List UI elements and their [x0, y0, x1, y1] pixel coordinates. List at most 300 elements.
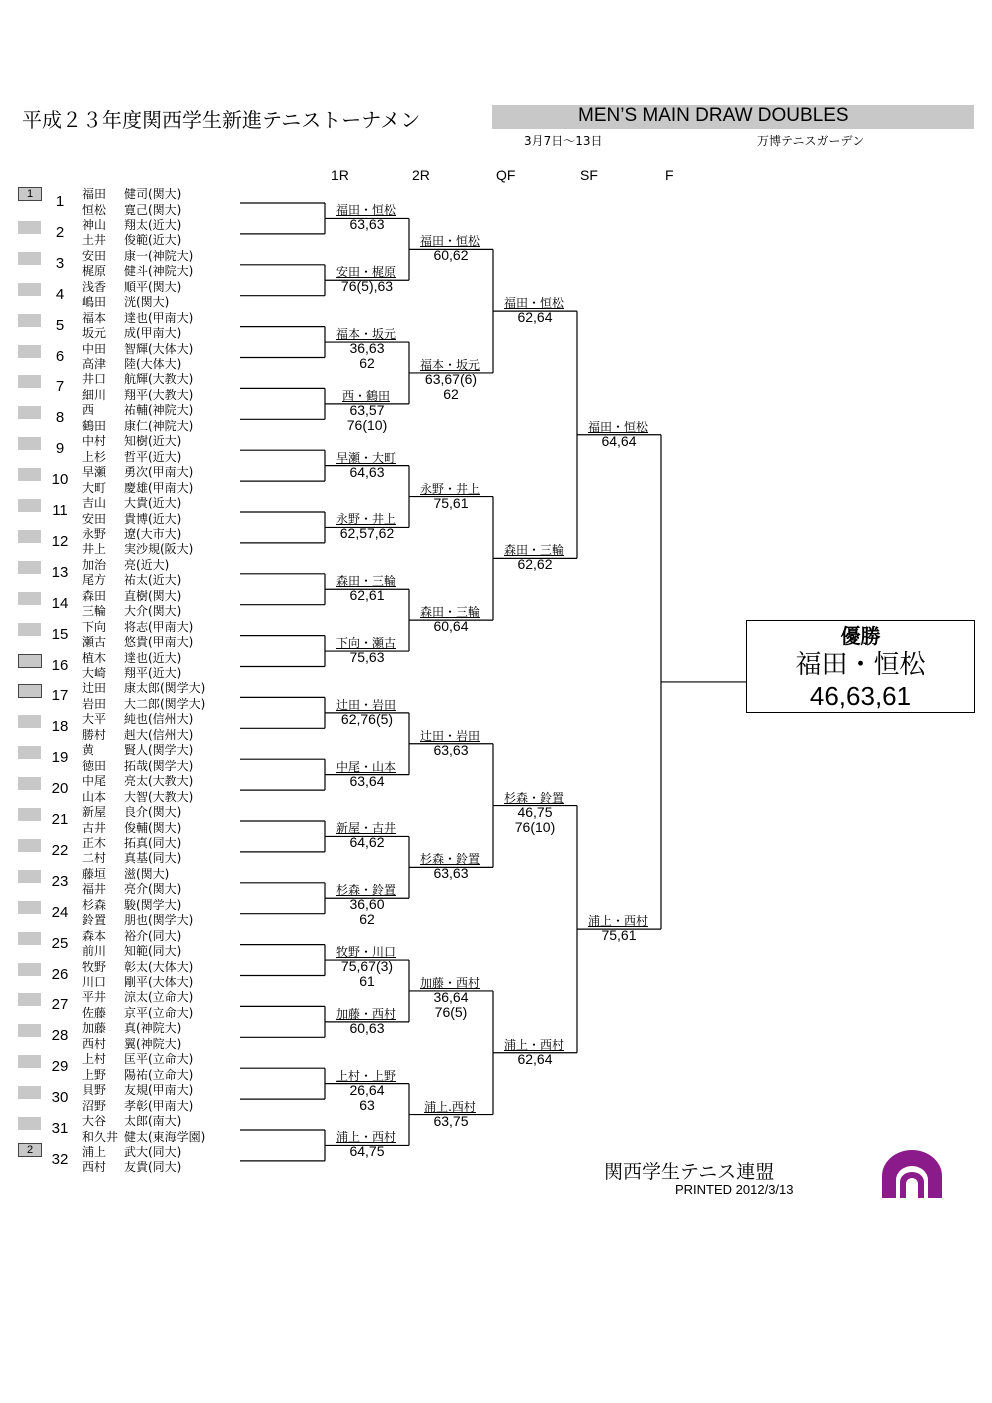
player-surname: 山本: [82, 789, 107, 804]
match-score: 63,57: [349, 401, 385, 418]
match-score: 62,76(5): [340, 710, 394, 727]
player-name: [82, 434, 181, 448]
player-name: [82, 187, 181, 201]
player-name: [82, 589, 181, 603]
match-winner: 福田・恒松: [419, 234, 480, 249]
seed-box: [18, 592, 41, 605]
player-given-school: 祐輔(神院大): [124, 403, 194, 418]
match-winner: 森田・三輪: [335, 574, 396, 589]
player-name: [82, 836, 181, 850]
player-given-school: 亮(近大): [124, 557, 170, 572]
player-given-school: 健司(関大): [124, 187, 182, 201]
player-name: [82, 1160, 181, 1174]
player-surname: 西村: [82, 1160, 107, 1175]
player-given-school: 悠貴(甲南大): [124, 635, 194, 650]
pair-number: 13: [51, 563, 69, 581]
player-surname: 平井: [82, 990, 107, 1005]
match-score: 75,63: [349, 649, 385, 666]
player-given-school: 陸(大体大): [124, 357, 182, 371]
player-surname: 大谷: [82, 1114, 107, 1128]
round-label-qf: QF: [496, 167, 516, 183]
player-given-school: 康一(神院大): [124, 248, 194, 263]
seed-box: [18, 808, 41, 821]
seed-box: [18, 561, 41, 574]
player-surname: 神山: [82, 217, 107, 232]
player-given-school: 大介(関大): [124, 604, 182, 619]
player-name: [82, 527, 181, 541]
match-winner: 上村・上野: [335, 1068, 396, 1083]
match-winner: 森田・三輪: [419, 605, 480, 620]
player-name: [82, 620, 193, 634]
seed-box: [18, 406, 41, 419]
player-surname: 新屋: [82, 805, 107, 819]
player-surname: 加藤: [82, 1021, 107, 1036]
player-name: [82, 882, 181, 896]
seed-box: [18, 437, 41, 450]
player-surname: 佐藤: [82, 1005, 107, 1020]
player-given-school: 航輝(大教大): [124, 372, 194, 387]
round-label-2r: 2R: [412, 167, 430, 183]
player-surname: 植木: [82, 650, 107, 665]
player-surname: 尾方: [82, 573, 107, 588]
player-surname: 土井: [82, 233, 107, 248]
seed-box: [18, 1055, 41, 1068]
player-surname: 和久井: [82, 1129, 119, 1144]
pair-number: 21: [51, 811, 69, 828]
match-score: 64,62: [349, 834, 385, 851]
pair-number: 6: [55, 347, 65, 365]
match-winner: 福本・坂元: [419, 357, 480, 372]
player-given-school: 直樹(関大): [124, 588, 182, 603]
player-surname: 牧野: [82, 959, 107, 974]
player-name: [82, 790, 193, 804]
pair-number: 19: [51, 749, 69, 767]
tournament-venue: 万博テニスガーデン: [757, 134, 865, 148]
pair-number: 32: [51, 1150, 69, 1168]
player-given-school: 実沙規(阪大): [124, 542, 194, 557]
player-surname: 西村: [82, 1036, 107, 1051]
pair-number: 12: [51, 532, 69, 550]
player-given-school: 康仁(神院大): [124, 418, 194, 433]
player-name: [82, 898, 181, 912]
pair-number: 16: [51, 656, 69, 674]
match-score: 75,61: [601, 927, 637, 944]
player-name: [82, 805, 181, 819]
player-surname: 坂元: [82, 326, 107, 341]
player-surname: 勝村: [82, 727, 107, 742]
match-winner: 安田・梶原: [335, 265, 396, 280]
match-score: 63,63: [433, 865, 469, 882]
match-score: 64,75: [349, 1143, 385, 1160]
player-surname: 大崎: [82, 666, 107, 680]
seed-box: [18, 1024, 41, 1037]
player-given-school: 京平(立命大): [124, 1005, 194, 1020]
match-winner: 中尾・山本: [335, 759, 396, 774]
player-name: [82, 342, 193, 356]
match-score: 36,60: [349, 896, 385, 913]
player-given-school: 康太郎(関学大): [124, 681, 206, 696]
player-surname: 嶋田: [82, 295, 107, 310]
player-name: [82, 542, 193, 556]
pair-number: 25: [51, 934, 69, 952]
player-given-school: 大智(大教大): [124, 789, 194, 804]
match-score: 36,64: [433, 988, 469, 1005]
player-surname: 細川: [82, 387, 107, 402]
match-score: 63,63: [349, 216, 385, 233]
match-score: 26,64: [349, 1081, 385, 1098]
player-surname: 大町: [82, 480, 107, 495]
player-given-school: 俊輔(関大): [124, 820, 182, 835]
player-name: [82, 357, 181, 371]
seed-box: [18, 715, 41, 728]
pair-number: 27: [51, 996, 69, 1014]
seed-box: 2: [18, 1143, 42, 1157]
match-winner: 加藤・西村: [419, 975, 480, 990]
round-label-1r: 1R: [331, 167, 349, 183]
pair-number: 22: [51, 841, 69, 859]
player-name: [82, 326, 181, 340]
player-given-school: 朋也(関学大): [124, 913, 194, 928]
pair-number: 23: [51, 872, 69, 890]
player-surname: 吉山: [82, 496, 107, 510]
match-score: 76(10): [346, 416, 388, 433]
pair-number: 5: [55, 316, 65, 334]
player-given-school: 智輝(大体大): [124, 341, 194, 356]
player-given-school: 真(神院大): [124, 1021, 182, 1036]
match-score: 62,61: [349, 587, 385, 604]
match-score: 62: [443, 385, 459, 402]
player-given-school: 亮太(大教大): [124, 774, 194, 789]
tournament-dates: 3月7日〜13日: [524, 134, 603, 148]
seed-box: [18, 345, 41, 358]
match-winner: 福田・恒松: [335, 203, 396, 218]
player-surname: 森本: [82, 928, 107, 943]
player-surname: 上野: [82, 1067, 107, 1082]
seed-box: [18, 870, 41, 883]
player-given-school: 滋(関大): [124, 866, 170, 881]
player-surname: 福本: [82, 310, 107, 325]
player-name: [82, 465, 193, 479]
player-given-school: 彰太(大体大): [124, 959, 194, 974]
seed-box: [18, 932, 41, 945]
match-winner: 浦上・西村: [587, 914, 648, 929]
player-given-school: 大二郎(関学大): [124, 696, 206, 711]
player-surname: 中田: [82, 341, 107, 356]
seed-box: [18, 530, 41, 543]
player-name: [82, 604, 181, 618]
player-name: [82, 403, 193, 417]
player-surname: 徳田: [82, 758, 107, 773]
player-name: [82, 712, 193, 726]
pair-number: 8: [55, 409, 65, 427]
player-given-school: 哲平(近大): [124, 449, 182, 464]
federation-logo-icon: [880, 1148, 944, 1200]
player-name: [82, 759, 193, 773]
match-score: 62,64: [517, 309, 553, 326]
pair-number: 9: [55, 440, 65, 458]
pair-number: 15: [51, 625, 69, 643]
match-winner: 下向・瀬古: [335, 636, 396, 651]
match-winner: 福田・恒松: [503, 296, 564, 311]
player-surname: 黄: [82, 743, 95, 758]
player-name: [82, 558, 169, 572]
match-score: 76(5): [434, 1003, 468, 1020]
player-given-school: 亮介(関大): [124, 882, 182, 897]
player-surname: 恒松: [82, 202, 107, 217]
player-name: [82, 913, 193, 927]
match-winner: 浦上.西村: [424, 1099, 476, 1114]
player-given-school: 勇次(甲南大): [124, 465, 194, 480]
match-winner: 牧野・川口: [335, 945, 396, 960]
player-surname: 鈴置: [82, 913, 107, 928]
match-winner: 永野・井上: [419, 481, 480, 496]
player-name: [82, 233, 181, 247]
pair-number: 18: [51, 718, 69, 736]
seed-box: [18, 1086, 41, 1099]
match-score: 60,64: [433, 618, 469, 635]
match-winner: 杉森・鈴置: [335, 883, 396, 898]
player-surname: 安田: [82, 248, 107, 263]
match-winner: 杉森・鈴置: [503, 790, 564, 805]
player-given-school: 祐太(近大): [124, 573, 182, 588]
match-score: 75,61: [433, 494, 469, 511]
player-given-school: 健斗(神院大): [124, 264, 194, 279]
player-surname: 二村: [82, 851, 107, 866]
player-name: [82, 666, 181, 680]
match-winner: 辻田・岩田: [335, 697, 396, 712]
player-surname: 西: [82, 403, 95, 418]
player-given-school: 将志(甲南大): [124, 619, 194, 634]
seed-box: 1: [18, 187, 42, 201]
round-label-sf: SF: [580, 167, 598, 183]
match-winner: 杉森・鈴置: [419, 852, 480, 867]
player-surname: 福田: [82, 187, 107, 201]
player-given-school: 寛己(関大): [124, 202, 182, 217]
player-surname: 大平: [82, 712, 107, 727]
player-surname: 高津: [82, 357, 107, 371]
player-given-school: 遼(大市大): [124, 526, 182, 541]
player-given-school: 武大(同大): [124, 1144, 182, 1159]
player-name: [82, 512, 181, 526]
match-score: 75,67(3): [340, 958, 394, 975]
player-name: [82, 1021, 181, 1035]
player-surname: 辻田: [82, 681, 107, 696]
seed-box: [18, 963, 41, 976]
pair-number: 3: [55, 254, 65, 272]
match-score: 61: [359, 973, 375, 990]
pair-number: 4: [55, 285, 65, 303]
seed-box: [18, 746, 41, 759]
player-name: [82, 960, 193, 974]
player-name: [82, 1114, 181, 1128]
match-score: 63,64: [349, 772, 385, 789]
player-name: [82, 990, 193, 1004]
player-name: [82, 681, 205, 695]
player-surname: 下向: [82, 619, 107, 634]
player-given-school: 達也(甲南大): [124, 310, 194, 325]
match-winner: 福本・坂元: [335, 327, 396, 342]
player-surname: 川口: [82, 975, 107, 989]
player-name: [82, 867, 169, 881]
player-name: [82, 280, 181, 294]
player-surname: 中村: [82, 434, 107, 449]
seed-box: [18, 839, 41, 852]
player-name: [82, 1130, 205, 1144]
seed-box: [18, 654, 42, 668]
champion-names: 福田・恒松: [795, 650, 926, 680]
player-surname: 永野: [82, 526, 107, 541]
match-score: 62,57,62: [339, 525, 395, 542]
pair-number: 10: [51, 471, 69, 489]
match-winner: 森田・三輪: [503, 543, 564, 558]
player-given-school: 陽祐(立命大): [124, 1067, 194, 1082]
player-surname: 上杉: [82, 449, 107, 464]
player-name: [82, 1037, 181, 1051]
player-name: [82, 218, 181, 232]
player-name: [82, 975, 193, 989]
match-score: 63,75: [433, 1112, 469, 1129]
player-surname: 加治: [82, 557, 107, 572]
player-given-school: 洸(関大): [124, 295, 170, 310]
match-score: 63,63: [433, 741, 469, 758]
seed-box: [18, 1117, 41, 1130]
player-surname: 鶴田: [82, 418, 107, 433]
match-winner: 福田・恒松: [587, 419, 648, 434]
player-given-school: 俊範(近大): [124, 233, 182, 248]
player-given-school: 順平(関大): [124, 279, 182, 294]
player-surname: 正木: [82, 835, 107, 850]
player-name: [82, 1145, 181, 1159]
player-given-school: 賢人(関学大): [124, 743, 194, 758]
player-surname: 井上: [82, 542, 107, 557]
player-name: [82, 203, 181, 217]
pair-number: 14: [51, 594, 69, 612]
match-winner: 永野・井上: [335, 512, 396, 527]
match-score: 60,63: [349, 1019, 385, 1036]
player-surname: 上村: [82, 1052, 107, 1067]
pair-number: 29: [51, 1058, 69, 1076]
player-surname: 早瀬: [82, 465, 107, 480]
seed-box: [18, 468, 41, 481]
pair-number: 11: [52, 502, 68, 519]
player-given-school: 翔平(大教大): [124, 387, 194, 402]
match-winner: 浦上・西村: [335, 1130, 396, 1145]
player-name: [82, 944, 181, 958]
match-winner: 加藤・西村: [335, 1006, 396, 1021]
match-score: 64,63: [349, 463, 385, 480]
match-score: 62: [359, 911, 375, 928]
player-surname: 安田: [82, 511, 107, 526]
player-given-school: 知範(同大): [124, 944, 182, 959]
seed-box: [18, 901, 41, 914]
printed-date: PRINTED 2012/3/13: [675, 1182, 794, 1197]
player-given-school: 友貴(同大): [124, 1160, 182, 1175]
player-name: [82, 388, 193, 402]
player-name: [82, 1006, 193, 1020]
champion-label: 優勝: [840, 624, 881, 648]
player-surname: 福井: [82, 882, 107, 897]
seed-box: [18, 375, 41, 388]
player-name: [82, 821, 181, 835]
player-given-school: 拓真(同大): [124, 835, 182, 850]
player-surname: 古井: [82, 820, 107, 835]
seed-box: [18, 221, 41, 234]
champion-box: [746, 620, 975, 713]
player-surname: 三輪: [82, 604, 107, 619]
player-surname: 中尾: [82, 774, 107, 789]
pair-number: 20: [51, 780, 69, 798]
player-given-school: 純也(信州大): [124, 712, 194, 727]
player-surname: 藤垣: [82, 866, 107, 881]
match-winner: 辻田・岩田: [419, 728, 480, 743]
match-score: 62,64: [517, 1050, 553, 1067]
player-surname: 杉森: [82, 897, 107, 912]
player-name: [82, 651, 181, 665]
player-name: [82, 311, 193, 325]
match-score: 36,63: [349, 340, 385, 357]
player-given-school: 健太(東海学園): [124, 1129, 206, 1144]
match-score: 64,64: [601, 432, 637, 449]
seed-box: [18, 684, 42, 698]
pair-number: 28: [51, 1027, 69, 1045]
player-given-school: 翔太(近大): [124, 217, 182, 232]
player-given-school: 駿(関学大): [124, 897, 182, 912]
pair-number: 2: [55, 223, 65, 241]
player-name: [82, 774, 193, 788]
player-surname: 浦上: [82, 1144, 107, 1159]
player-given-school: 太郎(南大): [124, 1114, 182, 1128]
pair-number: 30: [51, 1089, 69, 1107]
player-given-school: 裕介(同大): [124, 928, 182, 943]
player-name: [82, 419, 193, 433]
match-winner: 浦上・西村: [503, 1037, 564, 1052]
player-name: [82, 728, 193, 742]
player-name: [82, 697, 205, 711]
player-name: [82, 1099, 193, 1113]
pair-number: 26: [51, 965, 69, 983]
player-given-school: 達也(近大): [124, 650, 182, 665]
champion-score: 46,63,61: [809, 681, 912, 711]
pair-number: 17: [51, 687, 69, 705]
player-given-school: 翼(神院大): [124, 1036, 182, 1051]
seed-box: [18, 777, 41, 790]
match-winner: 早瀬・大町: [335, 450, 396, 465]
pair-number: 31: [51, 1120, 69, 1137]
player-given-school: 友規(甲南大): [124, 1083, 194, 1098]
seed-box: [18, 623, 41, 636]
player-name: [82, 1083, 193, 1097]
player-given-school: 拓哉(関学大): [124, 758, 194, 773]
match-score: 60,62: [433, 247, 469, 264]
player-surname: 浅香: [82, 279, 107, 294]
player-name: [82, 295, 169, 309]
player-given-school: 大貴(近大): [124, 496, 182, 510]
player-name: [82, 1068, 193, 1082]
pair-number: 1: [55, 193, 65, 210]
organization-name: 関西学生テニス連盟: [604, 1161, 775, 1183]
match-score: 63,67(6): [424, 370, 478, 387]
player-surname: 沼野: [82, 1098, 107, 1113]
page-title: 平成２３年度関西学生新進テニストーナメン: [22, 108, 421, 132]
match-score: 62,62: [517, 556, 553, 573]
player-given-school: 真基(同大): [124, 851, 182, 866]
player-given-school: 剛平(大体大): [124, 975, 194, 989]
draw-category: MEN’S MAIN DRAW DOUBLES: [578, 105, 849, 126]
match-score: 63: [359, 1096, 375, 1113]
seed-box: [18, 993, 41, 1006]
player-surname: 瀬古: [82, 635, 107, 650]
player-given-school: 良介(関大): [124, 805, 182, 819]
